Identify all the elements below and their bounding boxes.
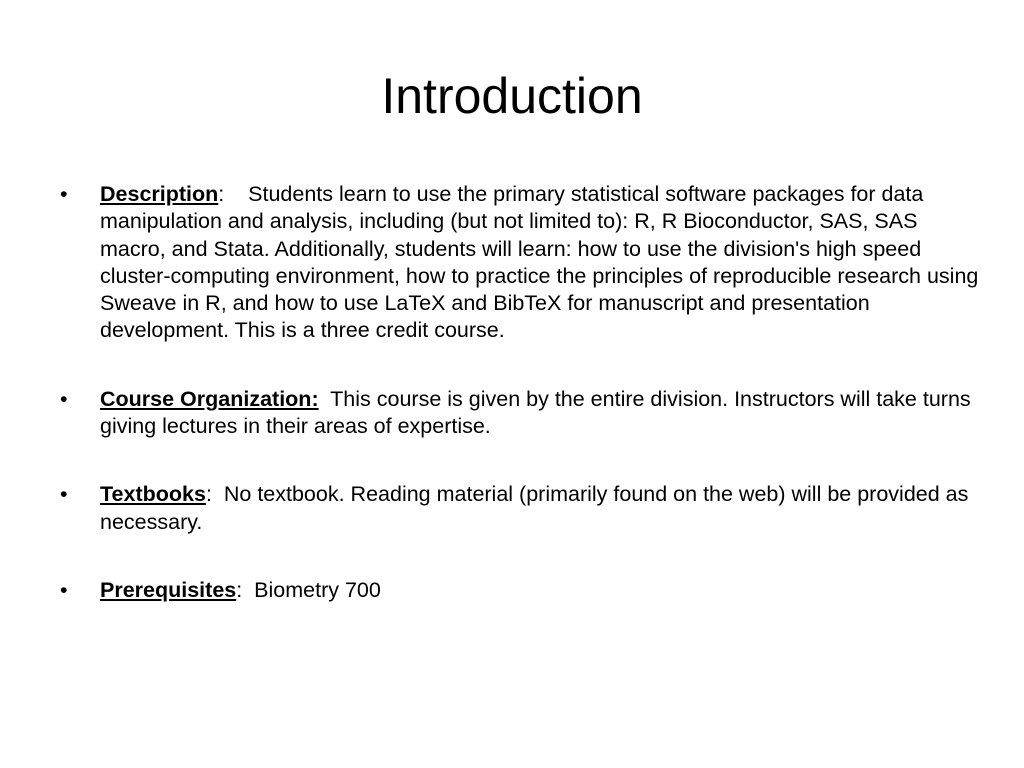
bullet-separator: : — [218, 182, 249, 206]
bullet-body: No textbook. Reading material (primarily found on the web) will be provided as necessary. — [100, 482, 969, 534]
bullet-marker: • — [60, 182, 68, 206]
bullet-separator: : — [236, 577, 255, 602]
bullet-item-course-organization — [60, 386, 980, 441]
bullet-text — [100, 577, 980, 604]
bullet-text — [100, 181, 980, 345]
bullet-separator: : — [205, 482, 224, 507]
bullet-separator — [319, 387, 331, 411]
bullet-label: Description — [100, 182, 219, 206]
bullet-label: Course Organization: — [100, 386, 319, 411]
bullet-item-description — [60, 181, 980, 345]
slide-title: Introduction — [381, 68, 643, 124]
bullet-item-prerequisites — [60, 577, 980, 604]
bullet-marker: • — [60, 386, 68, 411]
bullet-list — [60, 181, 980, 645]
bullet-item-textbooks — [60, 481, 980, 536]
bullet-text — [100, 481, 980, 536]
bullet-body: Students learn to use the primary statistical software packages for data manipulation and analysis, including (but not limited to): R, R Bioconductor, SAS, SAS macro, and Stata. Additionally, students will learn: how to use the division's high speed cluster-computing environment, how to practice the principles of reproducible research using Sweave in R, and how to use LaTeX and BibTeX for manuscript and presentation development. This is a three credit course. — [100, 182, 979, 343]
bullet-text — [100, 386, 980, 441]
bullet-body: Biometry 700 — [254, 577, 381, 602]
bullet-label: Prerequisites — [100, 577, 237, 602]
bullet-label: Textbooks — [100, 482, 206, 507]
bullet-marker: • — [60, 482, 68, 507]
bullet-marker: • — [60, 577, 68, 602]
bullet-body: This course is given by the entire division. Instructors will take turns giving lectures in their areas of expertise. — [100, 386, 971, 439]
